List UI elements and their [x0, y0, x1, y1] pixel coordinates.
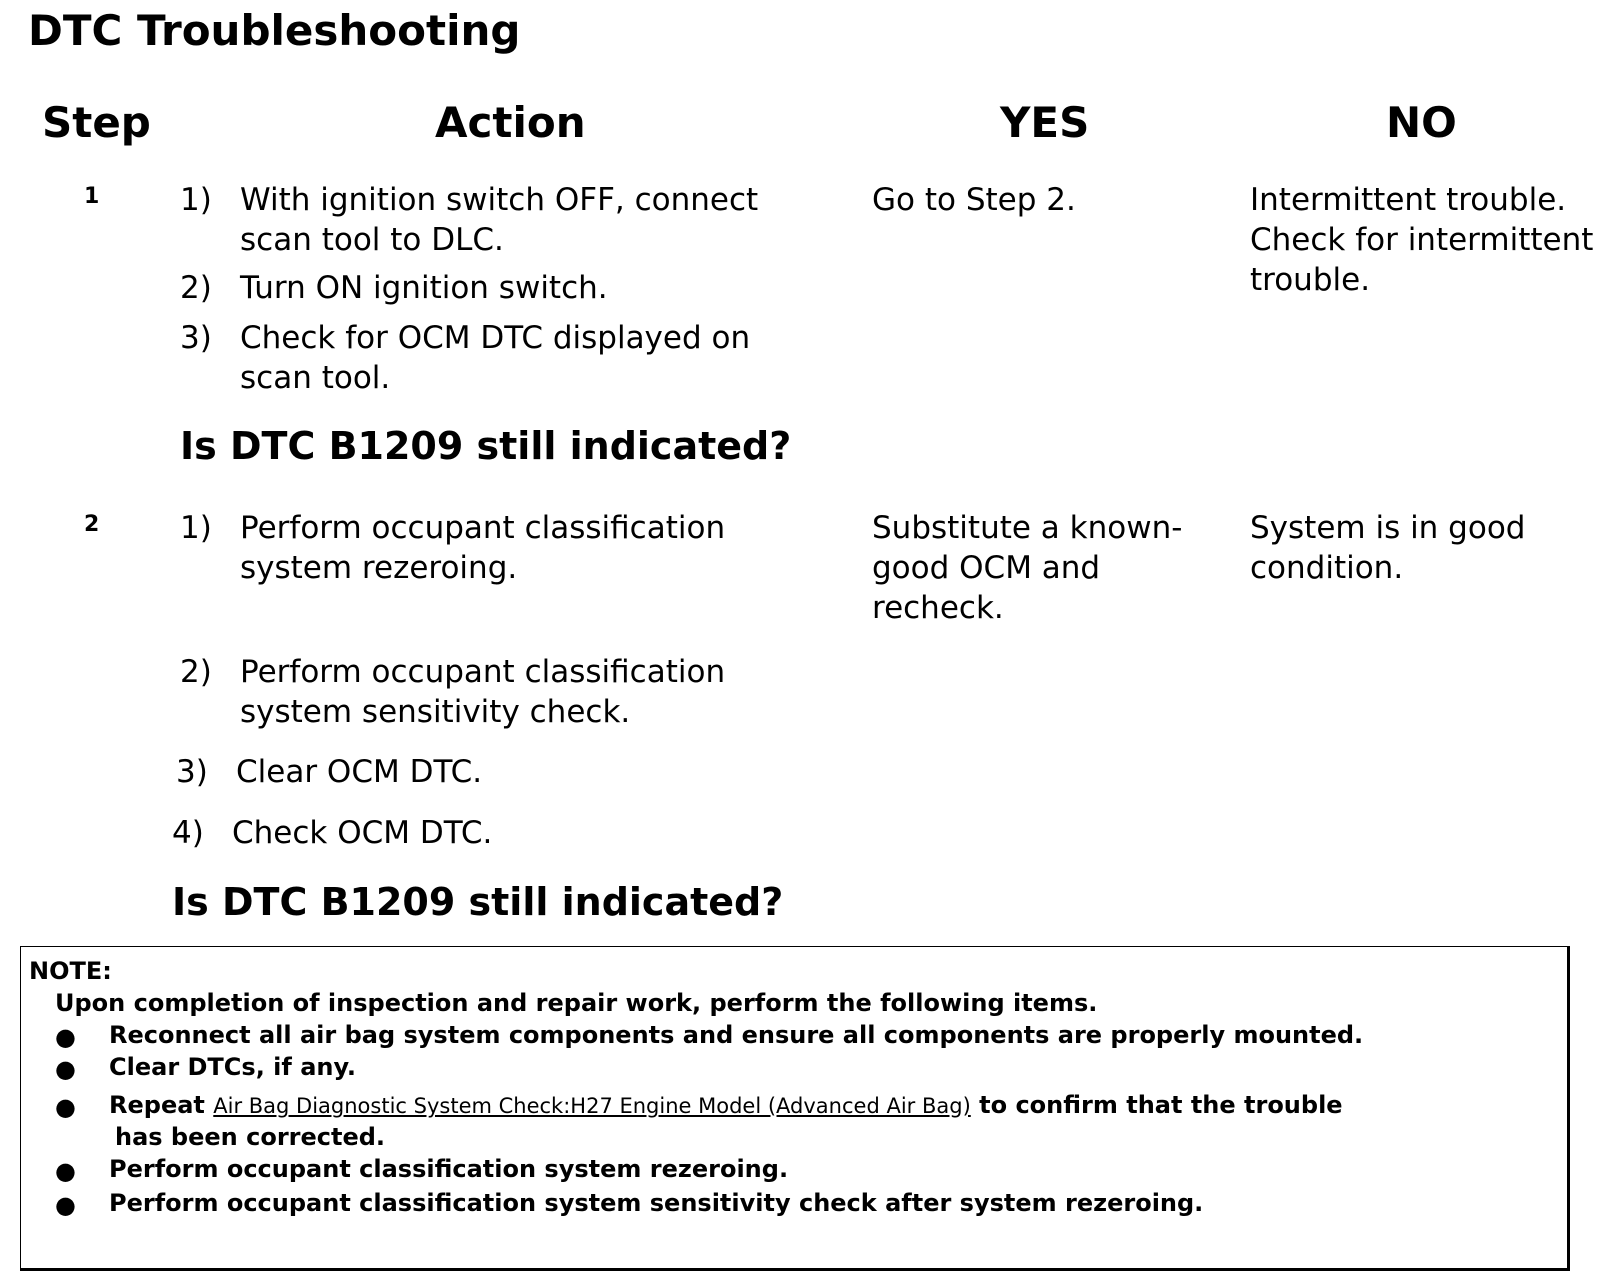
action-number: 1) [180, 510, 212, 546]
diagnostic-check-link[interactable]: Air Bag Diagnostic System Check:H27 Engine Model (Advanced Air Bag) [213, 1094, 971, 1118]
bullet-icon: ● [55, 1023, 76, 1051]
yes-result: Substitute a known-good OCM and recheck. [872, 510, 1183, 626]
no-result: System is in good condition. [1250, 510, 1526, 586]
note-item: Clear DTCs, if any. [109, 1053, 357, 1081]
header-step: Step [42, 98, 151, 147]
bullet-icon: ● [55, 1055, 76, 1083]
step-question: Is DTC B1209 still indicated? [180, 424, 792, 468]
note-item: Reconnect all air bag system components and ensure all components are properly mounted. [109, 1021, 1364, 1049]
note-item [109, 1089, 1343, 1122]
action-number: 3) [180, 320, 212, 356]
note-title: NOTE: [29, 957, 112, 985]
note-intro: Upon completion of inspection and repair work, perform the following items. [55, 989, 1098, 1017]
note-box [20, 946, 1570, 1271]
yes-result: Go to Step 2. [872, 182, 1076, 218]
action-text: Perform occupant classification system sensitivity check. [240, 654, 726, 730]
action-text: Check for OCM DTC displayed on scan tool. [240, 320, 751, 396]
action-text: Turn ON ignition switch. [240, 270, 608, 306]
bullet-icon: ● [55, 1191, 76, 1219]
action-number: 1) [180, 182, 212, 218]
action-text: Check OCM DTC. [232, 815, 493, 851]
bullet-icon: ● [55, 1093, 76, 1121]
action-number: 2) [180, 270, 212, 306]
header-no: NO [1386, 98, 1457, 147]
action-number: 2) [180, 654, 212, 690]
note-item: Perform occupant classification system rezeroing. [109, 1155, 789, 1183]
no-result: Intermittent trouble. Check for intermittent trouble. [1250, 182, 1594, 298]
page-title: DTC Troubleshooting [28, 6, 521, 55]
step-number: 1 [84, 184, 100, 209]
note-item-suffix: to confirm that the trouble [979, 1091, 1343, 1119]
action-text: With ignition switch OFF, connect scan tool to DLC. [240, 182, 759, 258]
header-yes: YES [1000, 98, 1090, 147]
note-item: Perform occupant classification system sensitivity check after system rezeroing. [109, 1189, 1204, 1217]
note-item-prefix: Repeat [109, 1091, 205, 1119]
step-question: Is DTC B1209 still indicated? [172, 880, 784, 924]
action-number: 3) [176, 754, 208, 790]
bullet-icon: ● [55, 1157, 76, 1185]
header-action: Action [435, 98, 586, 147]
note-item-continuation: has been corrected. [115, 1123, 386, 1151]
action-text: Clear OCM DTC. [236, 754, 483, 790]
action-number: 4) [172, 815, 204, 851]
action-text: Perform occupant classification system rezeroing. [240, 510, 726, 586]
step-number: 2 [84, 512, 100, 537]
